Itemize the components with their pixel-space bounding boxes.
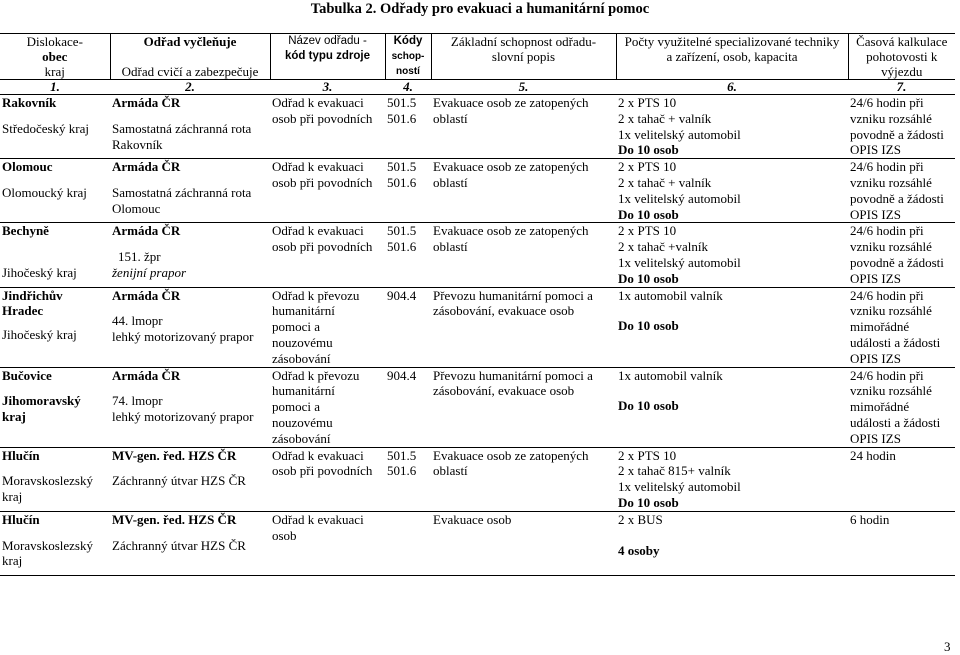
cell-text: Středočeský kraj — [2, 120, 90, 136]
cell-text: 74. lmopr — [112, 393, 163, 409]
table-cell — [616, 367, 848, 447]
cell-text: Evakuace osob ze zatopených oblastí — [433, 447, 589, 479]
cell-text: Olomoucký kraj — [2, 184, 87, 200]
cell-text: 24/6 hodin při vzniku rozsáhlé mimořádné události a žádosti OPIS IZS — [850, 367, 941, 446]
cell-text: MV-gen. řed. HZS ČR — [112, 511, 237, 527]
cell-text: kód typu zdroje — [285, 50, 370, 62]
cell-text: 24/6 hodin při vzniku rozsáhlé mimořádné události a žádosti OPIS IZS — [850, 287, 941, 366]
cell-text: 501.6 — [387, 463, 417, 479]
table-cell — [848, 287, 955, 367]
table-cell — [616, 159, 848, 223]
table-cell — [270, 159, 385, 223]
table-cell — [110, 511, 270, 575]
table-cell — [110, 447, 270, 511]
cell-text: 501.6 — [387, 174, 417, 190]
table-row — [0, 367, 955, 447]
table-cell — [385, 367, 431, 447]
cell-text: Hlučín — [2, 447, 40, 463]
cell-text: 4 osoby — [618, 542, 660, 558]
cell-text: 24 hodin — [850, 447, 896, 463]
cell-text: ženijní prapor — [112, 264, 187, 280]
table-cell — [385, 511, 431, 575]
table-cell — [270, 223, 385, 287]
cell-text: Armáda ČR — [112, 159, 181, 175]
cell-text: Armáda ČR — [112, 367, 181, 383]
cell-text: Moravskoslezský kraj — [2, 473, 93, 505]
cell-text: 2 x BUS — [618, 511, 663, 527]
table-row — [0, 95, 955, 159]
cell-text: Do 10 osob — [618, 206, 679, 222]
header-capability — [431, 34, 616, 80]
cell-text: Základní schopnost odřadu- — [450, 34, 597, 49]
table-cell — [848, 159, 955, 223]
table-row — [0, 511, 955, 575]
table-cell — [616, 287, 848, 367]
cell-text: Olomouc — [2, 159, 53, 175]
cell-text: 1x velitelský automobil — [618, 254, 741, 270]
cell-text: 501.5 — [387, 447, 417, 463]
table-cell: 7. — [848, 80, 955, 95]
table-cell — [431, 223, 616, 287]
table-title: Tabulka 2. Odřady pro evakuaci a humanitární pomoc — [310, 1, 650, 17]
table-cell: 2. — [110, 80, 270, 95]
cell-text: Převozu humanitární pomoci a zásobování, evakuace osob — [433, 367, 593, 399]
cell-text: Záchranný útvar HZS ČR — [112, 537, 246, 553]
cell-text: Dislokace- — [26, 34, 83, 49]
cell-text: kraj — [44, 64, 65, 79]
cell-text: Armáda ČR — [112, 287, 181, 303]
header-row — [0, 34, 955, 80]
table-cell — [270, 511, 385, 575]
table-cell — [385, 223, 431, 287]
cell-text: Rakovník — [2, 95, 57, 110]
cell-text: 501.5 — [387, 95, 417, 110]
cell-text: Evakuace osob ze zatopených oblastí — [433, 223, 589, 255]
cell-text: schop- — [391, 51, 425, 62]
table-cell — [385, 287, 431, 367]
table-cell — [110, 367, 270, 447]
table-row — [0, 287, 955, 367]
cell-text: 2 x tahač 815+ valník — [618, 463, 731, 479]
cell-text: ností — [396, 66, 420, 77]
table-cell — [616, 95, 848, 159]
table-cell — [431, 95, 616, 159]
table-cell — [0, 95, 110, 159]
cell-text: výjezdu — [881, 64, 923, 79]
header-time — [848, 34, 955, 80]
cell-text: Odřad k evakuaci osob při povodních — [272, 447, 373, 479]
cell-text: 1x velitelský automobil — [618, 479, 741, 495]
table-cell — [0, 159, 110, 223]
header-unit-name — [270, 34, 385, 80]
cell-text: 1x automobil valník — [618, 287, 723, 303]
table-cell — [848, 367, 955, 447]
cell-text: Armáda ČR — [112, 223, 181, 239]
table-cell — [270, 95, 385, 159]
cell-text: Do 10 osob — [618, 398, 679, 414]
table-cell — [616, 447, 848, 511]
cell-text: 44. lmopr — [112, 313, 163, 329]
table-cell — [0, 447, 110, 511]
table-cell — [848, 223, 955, 287]
cell-text: 2 x tahač + valník — [618, 174, 712, 190]
table-cell — [431, 511, 616, 575]
table-cell — [848, 95, 955, 159]
cell-text: Kódy — [393, 35, 423, 47]
cell-text: Odřad k převozu humanitární pomoci a nouzovému zásobování — [272, 367, 360, 446]
evacuation-table — [0, 33, 955, 576]
cell-text: Jindřichův Hradec — [2, 287, 63, 319]
table-cell — [431, 367, 616, 447]
table-row — [0, 159, 955, 223]
cell-text: lehký motorizovaný prapor — [112, 409, 254, 425]
cell-text: a zařízení, osob, kapacita — [666, 49, 798, 64]
cell-text: 904.4 — [387, 287, 417, 303]
table-cell — [616, 511, 848, 575]
cell-text: 6 hodin — [850, 511, 890, 527]
cell-text: Bechyně — [2, 223, 49, 239]
cell-text: 501.5 — [387, 223, 417, 239]
table-cell: 5. — [431, 80, 616, 95]
page-number: 3 — [944, 639, 951, 654]
table-cell — [385, 447, 431, 511]
header-codes — [385, 34, 431, 80]
cell-text: Odřad k evakuaci osob při povodních — [272, 159, 373, 190]
cell-text: Bučovice — [2, 367, 52, 383]
cell-text: Jihočeský kraj — [2, 265, 77, 281]
cell-text: 151. žpr — [118, 249, 161, 265]
cell-text: 501.5 — [387, 159, 417, 175]
cell-text: MV-gen. řed. HZS ČR — [112, 447, 237, 463]
table-cell — [110, 223, 270, 287]
table-cell — [848, 447, 955, 511]
cell-text: Hlučín — [2, 511, 40, 527]
cell-text: pohotovosti k — [866, 49, 938, 64]
cell-text: Do 10 osob — [618, 318, 679, 334]
table-cell — [270, 447, 385, 511]
cell-text: lehký motorizovaný prapor — [112, 329, 254, 345]
cell-text: 501.6 — [387, 239, 417, 255]
cell-text: Odřad k evakuaci osob — [272, 511, 364, 543]
table-row — [0, 447, 955, 511]
cell-text: 2 x PTS 10 — [618, 447, 677, 463]
cell-text: 24/6 hodin při vzniku rozsáhlé povodně a žádosti OPIS IZS — [850, 159, 944, 222]
column-number-row — [0, 80, 955, 95]
cell-text: Odřad vyčleňuje — [143, 34, 237, 49]
table-cell — [0, 511, 110, 575]
cell-text: Armáda ČR — [112, 95, 181, 110]
header-location — [0, 34, 110, 80]
cell-text: 2 x tahač + valník — [618, 110, 712, 126]
header-technique — [616, 34, 848, 80]
table-cell — [431, 447, 616, 511]
cell-text: Moravskoslezský kraj — [2, 537, 93, 569]
cell-text: Odřad k evakuaci osob při povodních — [272, 95, 373, 126]
cell-text: Do 10 osob — [618, 494, 679, 510]
cell-text: 501.6 — [387, 110, 417, 126]
cell-text: Evakuace osob — [433, 511, 512, 527]
cell-text: 2 x PTS 10 — [618, 223, 677, 239]
cell-text: Záchranný útvar HZS ČR — [112, 473, 246, 489]
table-cell — [385, 159, 431, 223]
cell-text: Samostatná záchranná rota Rakovník — [112, 120, 252, 152]
table-cell: 6. — [616, 80, 848, 95]
table-cell — [270, 287, 385, 367]
table-cell — [0, 287, 110, 367]
cell-text: Odřad cvičí a zabezpečuje — [121, 64, 259, 79]
cell-text: 1x velitelský automobil — [618, 190, 741, 206]
table-cell — [110, 159, 270, 223]
cell-text: Odřad k evakuaci osob při povodních — [272, 223, 373, 255]
table-cell — [0, 223, 110, 287]
cell-text: Časová kalkulace — [856, 34, 948, 49]
table-cell — [110, 287, 270, 367]
table-cell — [110, 95, 270, 159]
table-cell: 4. — [385, 80, 431, 95]
cell-text: 1x velitelský automobil — [618, 126, 741, 142]
table-cell: 1. — [0, 80, 110, 95]
table-cell — [385, 95, 431, 159]
table-cell — [431, 287, 616, 367]
cell-text: slovní popis — [491, 49, 556, 64]
table-row — [0, 223, 955, 287]
cell-text: Samostatná záchranná rota Olomouc — [112, 184, 252, 216]
cell-text: Převozu humanitární pomoci a zásobování, evakuace osob — [433, 287, 593, 319]
cell-text: Odřad k převozu humanitární pomoci a nouzovému zásobování — [272, 287, 360, 366]
table-cell — [616, 223, 848, 287]
table-cell: 3. — [270, 80, 385, 95]
cell-text: obec — [42, 49, 68, 64]
header-unit — [110, 34, 270, 80]
cell-text: Název odřadu - — [288, 35, 367, 47]
cell-text: 2 x PTS 10 — [618, 159, 677, 175]
cell-text: 2 x PTS 10 — [618, 95, 677, 110]
cell-text: 2 x tahač +valník — [618, 239, 708, 255]
cell-text: Do 10 osob — [618, 142, 679, 158]
cell-text: Jihomoravský kraj — [2, 393, 81, 425]
cell-text: Evakuace osob ze zatopených oblastí — [433, 95, 589, 126]
table-cell — [848, 511, 955, 575]
cell-text: 24/6 hodin při vzniku rozsáhlé povodně a žádosti OPIS IZS — [850, 95, 944, 158]
cell-text: 1x automobil valník — [618, 367, 723, 383]
table-cell — [270, 367, 385, 447]
cell-text: Evakuace osob ze zatopených oblastí — [433, 159, 589, 190]
cell-text: 904.4 — [387, 367, 417, 383]
cell-text: Počty využitelné specializované techniky — [624, 34, 840, 49]
table-cell — [0, 367, 110, 447]
table-cell — [431, 159, 616, 223]
cell-text: 24/6 hodin při vzniku rozsáhlé povodně a žádosti OPIS IZS — [850, 223, 944, 286]
cell-text: Do 10 osob — [618, 270, 679, 286]
cell-text: Jihočeský kraj — [2, 327, 77, 343]
